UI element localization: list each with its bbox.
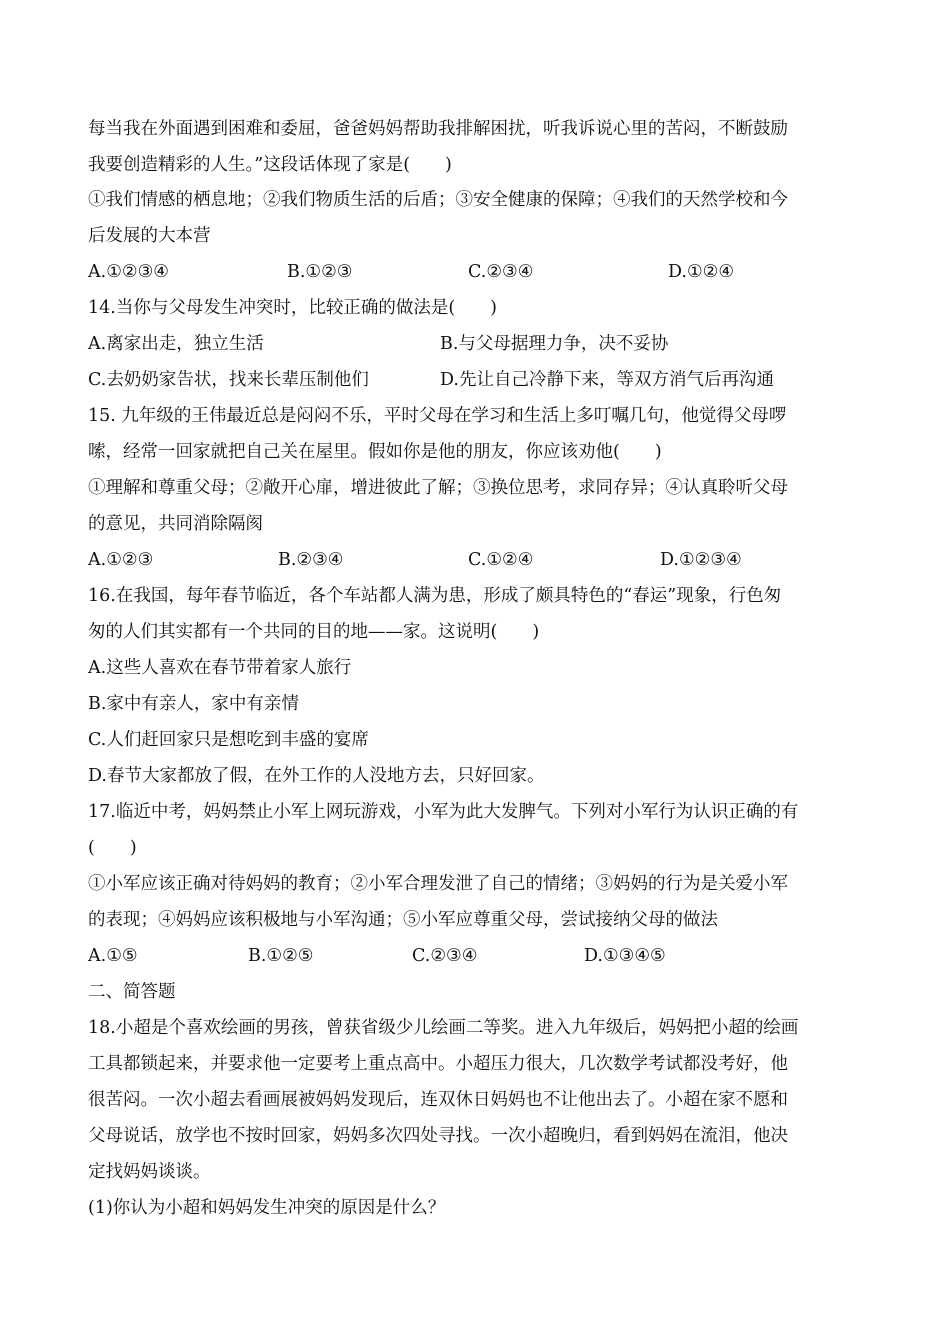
q14-option-d[interactable]: D.先让自己冷静下来，等双方消气后再沟通 (440, 370, 774, 390)
q15-stem-line-2: 嗦，经常一回家就把自己关在屋里。假如你是他的朋友，你应该劝他( ) (88, 442, 662, 462)
q16-option-c[interactable]: C.人们赶回家只是想吃到丰盛的宴席 (88, 730, 369, 750)
q17-option-d[interactable]: D.①③④⑤ (584, 946, 666, 966)
q13-items-line-1: ①我们情感的栖息地；②我们物质生活的后盾；③安全健康的保障；④我们的天然学校和今 (88, 190, 788, 210)
q13-option-b[interactable]: B.①②③ (287, 262, 353, 282)
q17-items-line-1: ①小军应该正确对待妈妈的教育；②小军合理发泄了自己的情绪；③妈妈的行为是关爱小军 (88, 874, 788, 894)
q18-line-1: 18.小超是个喜欢绘画的男孩，曾获省级少儿绘画二等奖。进入九年级后，妈妈把小超的绘画 (88, 1018, 799, 1038)
q15-items-line-1: ①理解和尊重父母；②敞开心扉，增进彼此了解；③换位思考，求同存异；④认真聆听父母 (88, 478, 788, 498)
q15-items-line-2: 的意见，共同消除隔阂 (88, 514, 263, 534)
q15-option-d[interactable]: D.①②③④ (660, 550, 742, 570)
q14-option-b[interactable]: B.与父母据理力争，决不妥协 (440, 334, 669, 354)
q13-option-a[interactable]: A.①②③④ (88, 262, 169, 282)
q17-stem-line-2: ( ) (88, 838, 137, 858)
q16-option-b[interactable]: B.家中有亲人，家中有亲情 (88, 694, 299, 714)
q17-option-b[interactable]: B.①②⑤ (248, 946, 314, 966)
section-heading: 二、简答题 (88, 982, 176, 1002)
q15-option-b[interactable]: B.②③④ (278, 550, 344, 570)
q17-stem-line-1: 17.临近中考，妈妈禁止小军上网玩游戏，小军为此大发脾气。下列对小军行为认识正确的有 (88, 802, 799, 822)
q14-option-a[interactable]: A.离家出走，独立生活 (88, 334, 264, 354)
q18-sub-question-1: (1)你认为小超和妈妈发生冲突的原因是什么？ (88, 1198, 446, 1218)
q17-option-c[interactable]: C.②③④ (412, 946, 478, 966)
q15-option-c[interactable]: C.①②④ (468, 550, 534, 570)
q18-line-4: 父母说话，放学也不按时回家，妈妈多次四处寻找。一次小超晚归，看到妈妈在流泪，他决 (88, 1126, 788, 1146)
q16-option-a[interactable]: A.这些人喜欢在春节带着家人旅行 (88, 658, 352, 678)
q13-stem-line-2: 我要创造精彩的人生。”这段话体现了家是( ) (88, 155, 452, 175)
q13-option-d[interactable]: D.①②④ (668, 262, 735, 282)
q14-option-c[interactable]: C.去奶奶家告状，找来长辈压制他们 (88, 370, 369, 390)
q18-line-3: 很苦闷。一次小超去看画展被妈妈发现后，连双休日妈妈也不让他出去了。小超在家不愿和 (88, 1090, 788, 1110)
q17-items-line-2: 的表现；④妈妈应该积极地与小军沟通；⑤小军应尊重父母，尝试接纳父母的做法 (88, 910, 718, 930)
q13-stem-line-1: 每当我在外面遇到困难和委屈，爸爸妈妈帮助我排解困扰，听我诉说心里的苦闷，不断鼓励 (88, 119, 788, 139)
q15-option-a[interactable]: A.①②③ (88, 550, 154, 570)
q18-line-2: 工具都锁起来，并要求他一定要考上重点高中。小超压力很大，几次数学考试都没考好，他 (88, 1054, 788, 1074)
q15-stem-line-1: 15. 九年级的王伟最近总是闷闷不乐，平时父母在学习和生活上多叮嘱几句，他觉得父母啰 (88, 406, 787, 426)
q13-option-c[interactable]: C.②③④ (468, 262, 534, 282)
q16-stem-line-2: 匆的人们其实都有一个共同的目的地——家。这说明( ) (88, 622, 540, 642)
q16-stem-line-1: 16.在我国，每年春节临近，各个车站都人满为患，形成了颇具特色的“春运”现象，行色匆 (88, 586, 782, 606)
q17-option-a[interactable]: A.①⑤ (88, 946, 138, 966)
q13-items-line-2: 后发展的大本营 (88, 226, 211, 246)
q18-line-5: 定找妈妈谈谈。 (88, 1162, 211, 1182)
q16-option-d[interactable]: D.春节大家都放了假，在外工作的人没地方去，只好回家。 (88, 766, 545, 786)
q14-stem: 14.当你与父母发生冲突时，比较正确的做法是( ) (88, 298, 497, 318)
